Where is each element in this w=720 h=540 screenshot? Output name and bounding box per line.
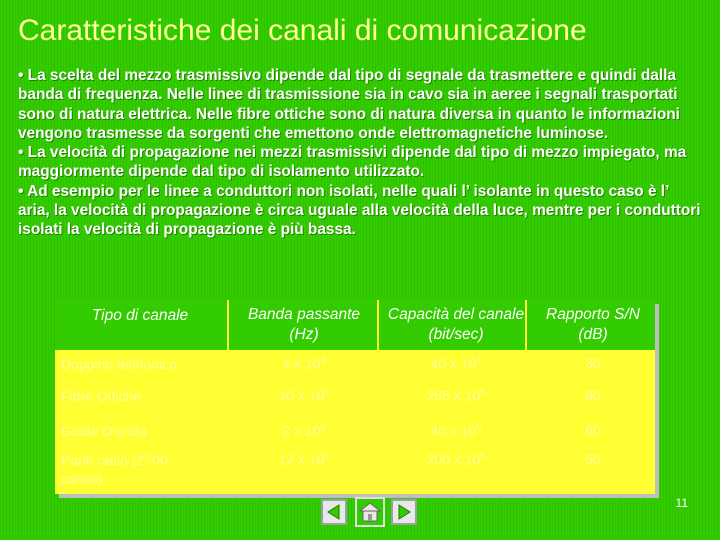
home-button[interactable] [355, 497, 385, 527]
slide-title: Caratteristiche dei canali di comunicazione [18, 14, 587, 47]
row-snr: 30 [585, 355, 601, 371]
header-divider [377, 300, 379, 350]
previous-slide-button[interactable] [321, 499, 347, 525]
table-row [55, 422, 655, 450]
row-band: 2 x $10^9$ [282, 422, 326, 439]
page-number: 11 [675, 496, 688, 510]
next-slide-button[interactable] [391, 499, 417, 525]
row-capacity: 40 x $10^3$ [430, 355, 482, 372]
table-row [55, 355, 655, 383]
row-name: Guide D’onda [61, 423, 147, 439]
table-header-row [55, 300, 655, 350]
row-capacity: 265 x $10^6$ [426, 387, 486, 404]
row-capacity: 40 x $10^9$ [430, 422, 482, 439]
bullet-paragraph: • La velocità di propagazione nei mezzi trasmissivi dipende dal tipo di mezzo impiegato, ma maggiormente dipende dal tipo di isolamento utilizzato. [18, 144, 687, 181]
row-snr: 60 [585, 422, 601, 438]
slide-body [18, 66, 704, 240]
row-capacity: 200 x $10^6$ [426, 451, 486, 468]
row-band: 4 x $10^3$ [282, 355, 326, 372]
triangle-left-icon [325, 503, 343, 521]
table-row [55, 387, 655, 415]
bullet-paragraph: • La scelta del mezzo trasmissivo dipende dal tipo di segnale da trasmettere e quindi dalla banda di frequenza. Nelle linee di trasmissione sia in cavo sia in aeree i segnali trasportati sono di natura elettrica. Nelle fibre ottiche sono di natura diversa in quanto le informazioni vengono trasmesse da sorgenti che emettono onde elettromagnetiche luminose. [18, 67, 680, 142]
row-snr: 50 [585, 451, 601, 467]
bullet-paragraph: • Ad esempio per le linee a conduttori non isolati, nelle quali l’ isolante in questo caso è l’ aria, la velocità di propagazione è circa uguale alla velocità della luce, mentre per i conduttori isolati la velocità di propagazione è più bassa. [18, 182, 701, 239]
triangle-right-icon [395, 503, 413, 521]
row-name: Fibre Ottiche [61, 388, 142, 404]
row-band: 12 x $10^6$ [278, 451, 330, 468]
header-divider [525, 300, 527, 350]
header-type: Tipo di canale [91, 307, 189, 324]
header-snr: Rapporto S/N (dB) [546, 306, 640, 343]
header-divider [227, 300, 229, 350]
channel-table [55, 300, 655, 494]
header-band: Banda passante (Hz) [247, 306, 361, 343]
row-band: 10 x $10^6$ [278, 387, 330, 404]
row-name: Ponti radio (2700 canali) [61, 452, 168, 487]
table-row [55, 451, 655, 491]
row-snr: 80 [585, 387, 601, 403]
row-name: Doppino telefonico [61, 356, 177, 372]
header-capacity: Capacità del canale (bit/sec) [387, 306, 525, 343]
home-icon [359, 501, 381, 523]
